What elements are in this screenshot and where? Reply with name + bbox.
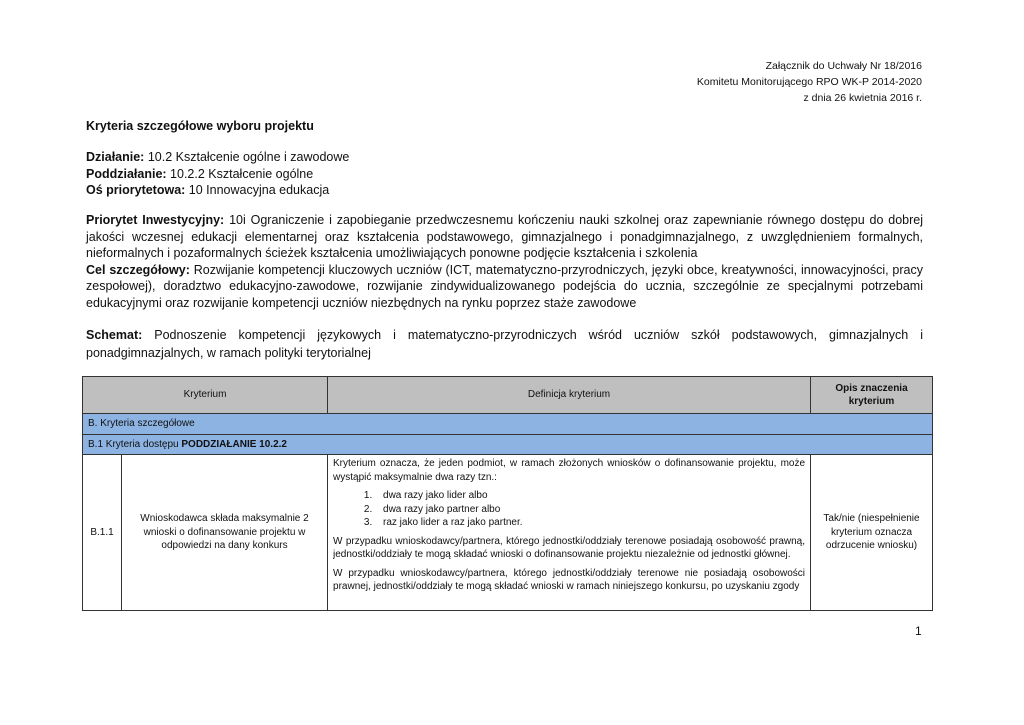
table-row (83, 455, 933, 611)
os-priorytetowa-line (86, 182, 349, 199)
cel-paragraph (86, 262, 923, 312)
section-b1-prefix: B.1 Kryteria dostępu (88, 438, 182, 450)
page-number: 1 (915, 624, 922, 638)
criterion-name: Wnioskodawca składa maksymalnie 2 wnioski o dofinansowanie projektu w odpowiedzi na dany konkurs (122, 455, 328, 611)
definition-paragraph-2: W przypadku wnioskodawcy/partnera, którego jednostki/oddziały terenowe posiadają osobowość prawną, jednostki/oddziały te mogą składać wnioski o dofinansowanie projektu niezależnie od jednostki głównej. (333, 535, 806, 560)
poddzialanie-line (86, 166, 349, 183)
priorytet-cel-block (86, 212, 923, 311)
schemat-paragraph (86, 326, 923, 362)
document-title: Kryteria szczegółowe wyboru projektu (86, 119, 314, 133)
list-item: 3. raz jako lider a raz jako partner. (375, 516, 805, 530)
cel-value: Rozwijanie kompetencji kluczowych uczniów (ICT, matematyczno-przyrodniczych, języki obce, kreatywności, innowacyjności, pracy zespołowej), doradztwo edukacyjno-zawodowe, rozwijanie zindywidualizowanego podejścia do ucznia, szczególnie ze specjalnymi potrzebami edukacyjnymi oraz rozwijanie kompetencji uczniów niezbędnych na rynku poprzez staże zawodowe (86, 262, 924, 310)
section-b1-bold: PODDZIAŁANIE 10.2.2 (181, 438, 287, 450)
os-priorytetowa-label: Oś priorytetowa: (86, 183, 186, 197)
definition-paragraph-3: W przypadku wnioskodawcy/partnera, którego jednostki/oddziały terenowe nie posiadają osobowości prawnej, jednostki/oddziały te mogą składać wnioski w ramach niniejszego konkursu, po uzyskaniu zgody (333, 567, 806, 592)
criterion-definition (328, 455, 811, 611)
section-b-label: B. Kryteria szczegółowe (83, 414, 933, 435)
metadata-block (86, 149, 349, 199)
list-item: 1. dwa razy jako lider albo (375, 489, 805, 503)
col-header-kryterium: Kryterium (83, 377, 328, 414)
list-item: 2. dwa razy jako partner albo (375, 503, 805, 517)
header-line-1: Załącznik do Uchwały Nr 18/2016 (765, 60, 922, 72)
os-priorytetowa-value: 10 Innowacyjna edukacja (185, 183, 330, 197)
criterion-id: B.1.1 (83, 455, 122, 611)
criteria-table (82, 376, 933, 611)
cel-label: Cel szczegółowy: (86, 262, 190, 277)
section-row-b (83, 414, 933, 435)
schemat-label: Schemat: (86, 328, 143, 342)
header-line-2: Komitetu Monitorującego RPO WK-P 2014-2020 (696, 76, 922, 88)
col-header-opis: Opis znaczenia kryterium (811, 377, 933, 414)
table-header-row (83, 377, 933, 414)
poddzialanie-label: Poddziałanie: (86, 166, 167, 181)
document-header (697, 58, 922, 106)
priorytet-value: 10i Ograniczenie i zapobieganie przedwczesnemu kończeniu nauki szkolnej oraz zapewnianie równego dostępu do dobrej jakości wczesnej edukacji elementarnej oraz kształcenia podstawowego, gimnazjalnego i ponadgimnazjalnego, z uwzględnieniem formalnych, nieformalnych i pozaformalnych ścieżek kształcenia umożliwiających ponowne podjęcie kształcenia i szkolenia (86, 213, 924, 260)
definition-list (333, 489, 805, 530)
definition-intro: Kryterium oznacza, że jeden podmiot, w ramach złożonych wniosków o dofinansowanie projektu, może wystąpić maksymalnie dwa razy tzn.: (333, 458, 806, 483)
criterion-significance: Tak/nie (niespełnienie kryterium oznacza odrzucenie wniosku) (811, 455, 933, 611)
priorytet-paragraph (86, 212, 923, 262)
col-header-definicja: Definicja kryterium (328, 377, 811, 414)
poddzialanie-value: 10.2.2 Kształcenie ogólne (166, 166, 314, 181)
dzialanie-line (86, 149, 349, 166)
section-row-b1 (83, 434, 933, 455)
dzialanie-label: Działanie: (86, 150, 145, 164)
priorytet-label: Priorytet Inwestycyjny: (86, 213, 225, 227)
section-b1-cell (83, 434, 933, 455)
header-line-3: z dnia 26 kwietnia 2016 r. (803, 92, 922, 104)
schemat-value: Podnoszenie kompetencji językowych i matematyczno-przyrodniczych wśród uczniów szkół podstawowych, gimnazjalnych i ponadgimnazjalnych, w ramach polityki terytorialnej (86, 328, 923, 360)
dzialanie-value: 10.2 Kształcenie ogólne i zawodowe (144, 150, 350, 164)
